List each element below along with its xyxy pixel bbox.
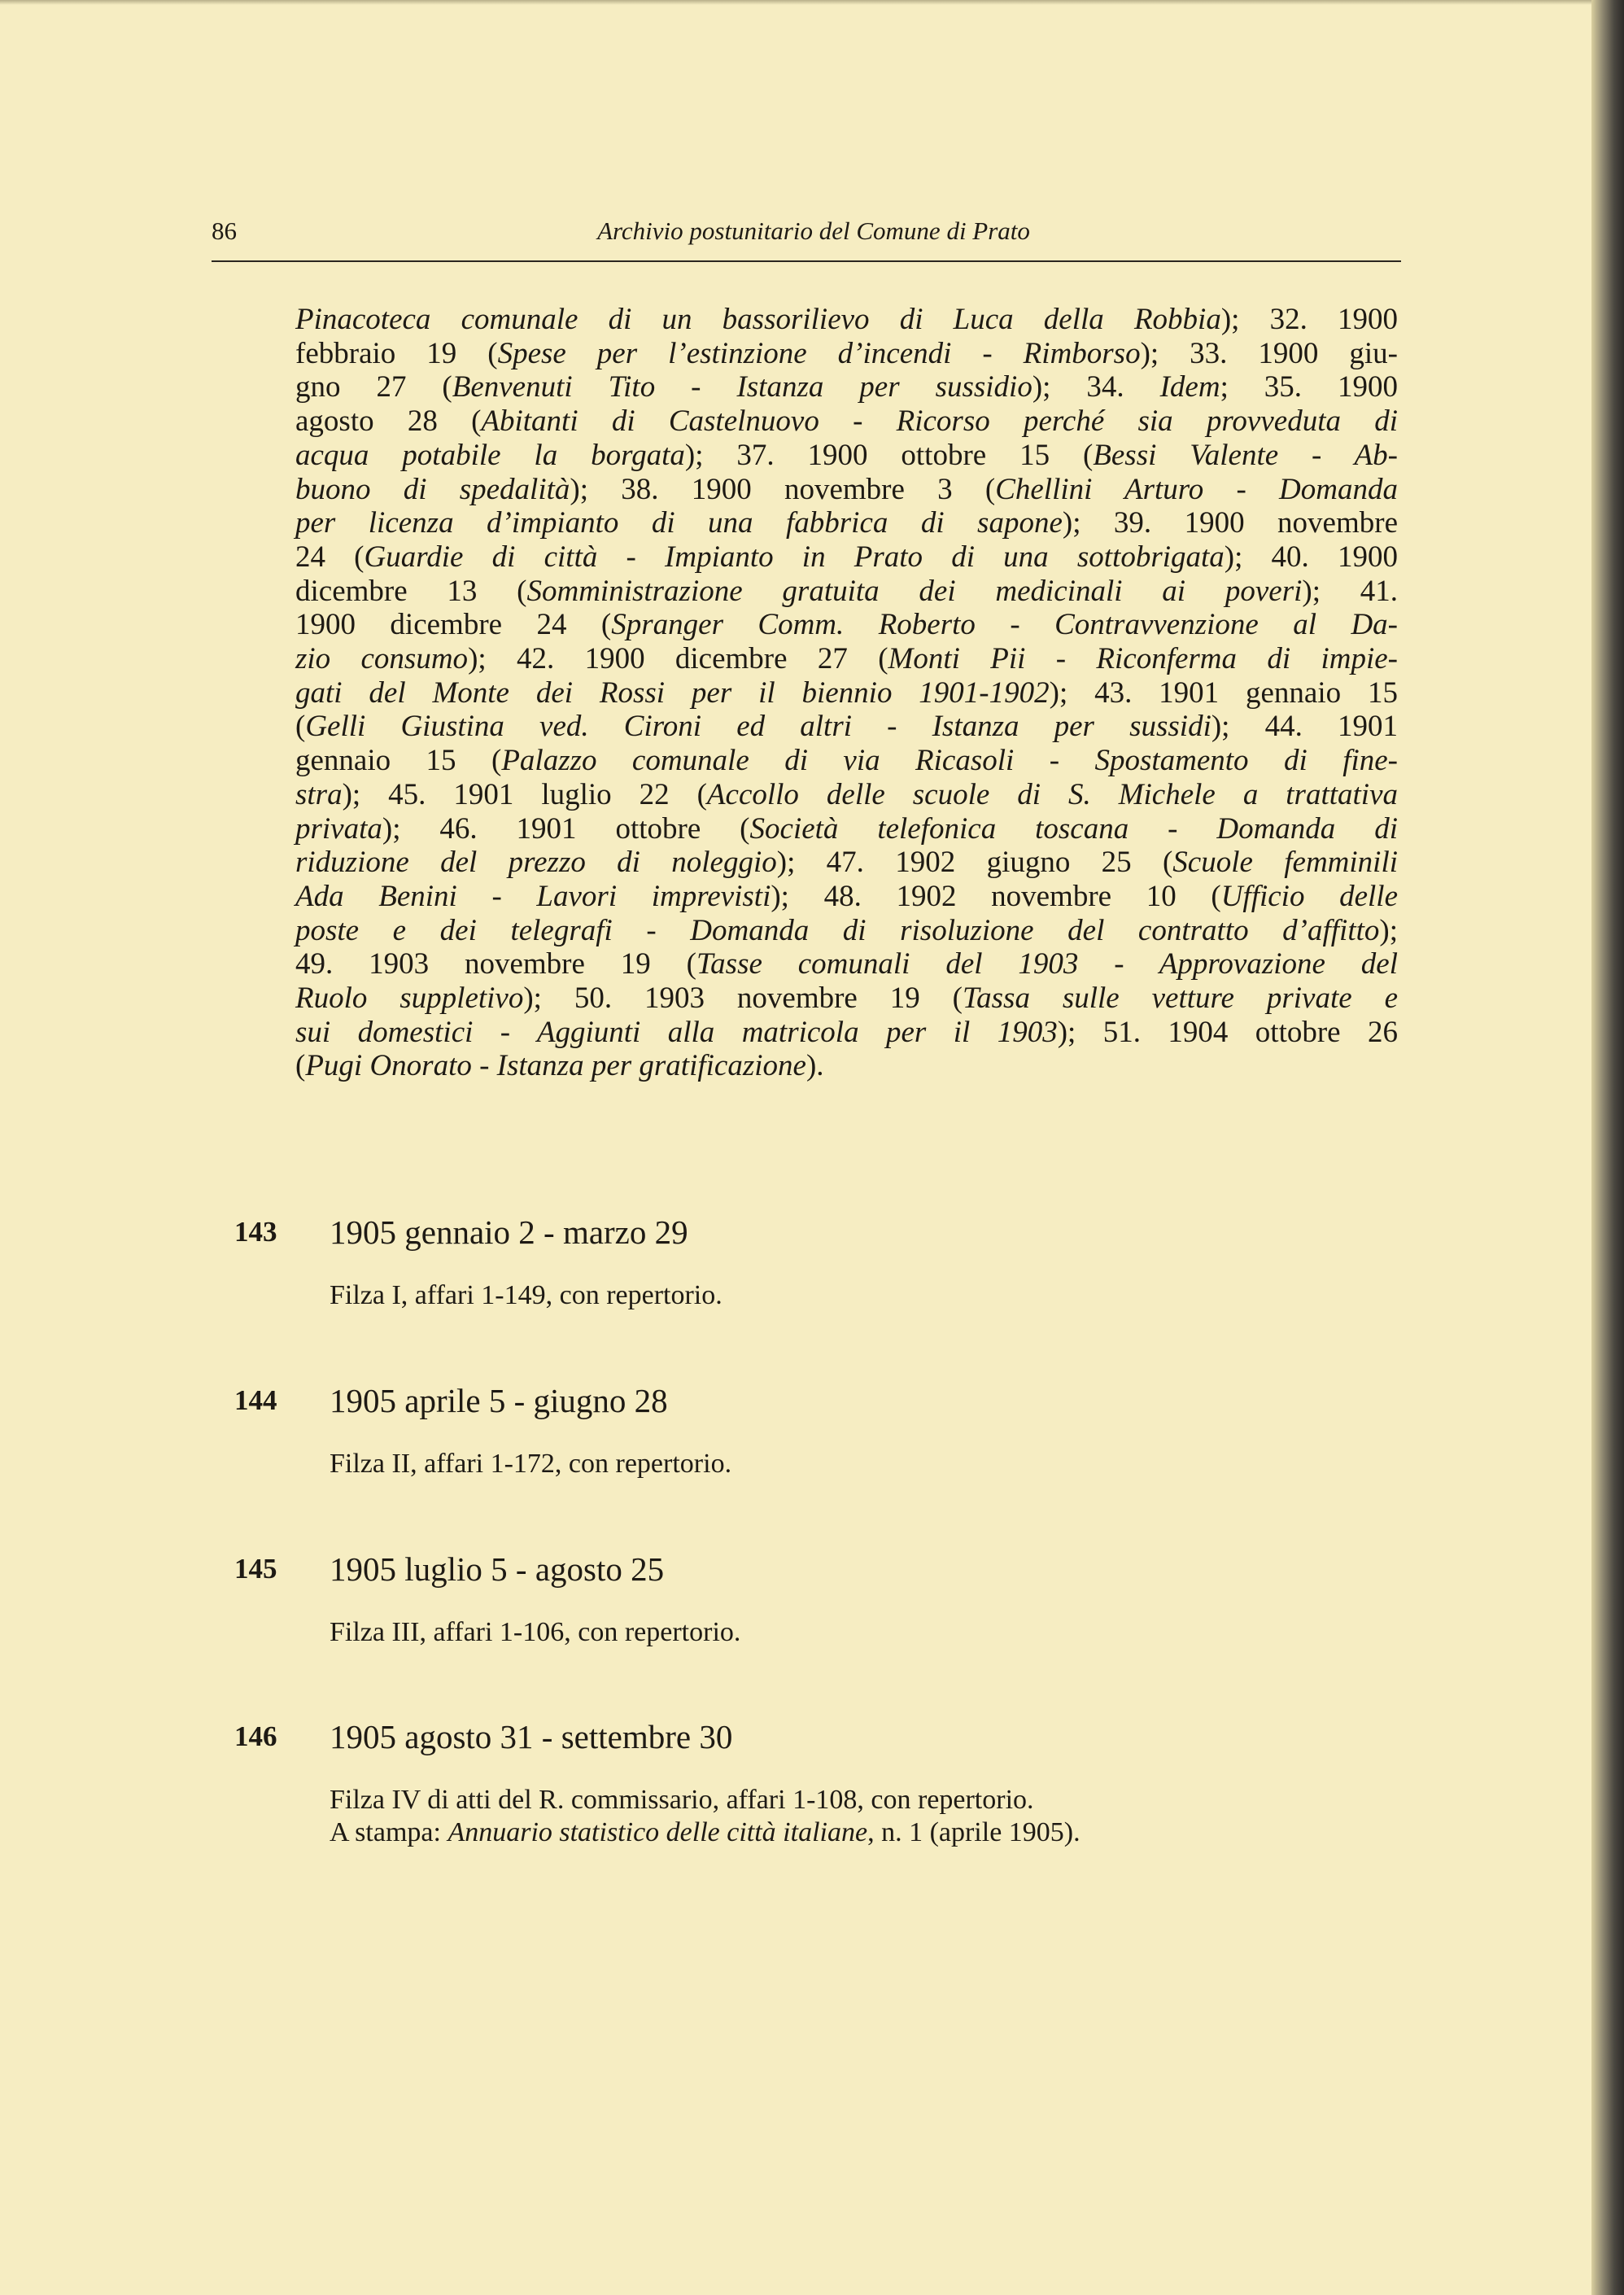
italic-title-segment: privata	[295, 811, 382, 846]
text-segment: 24 (	[295, 540, 365, 574]
book-spine-shadow	[1591, 0, 1624, 2295]
paragraph-line	[295, 303, 1398, 337]
italic-title-segment: Spranger Comm. Roberto - Contravvenzione al Da-	[611, 608, 1398, 642]
running-title: Archivio postunitario del Comune di Prato	[597, 216, 1030, 245]
header-rule	[212, 260, 1401, 262]
text-segment: ); 42. 1900 dicembre 27 (	[468, 642, 888, 676]
entry-date: 1905 luglio 5 - agosto 25	[330, 1550, 665, 1588]
entry-print-note	[330, 1814, 1080, 1851]
text-segment: );	[1379, 913, 1398, 947]
italic-title-segment: Tassa sulle vetture private e	[962, 981, 1398, 1016]
italic-title-segment: Ufficio delle	[1220, 879, 1398, 913]
italic-title-segment: Pinacoteca comunale di un bassorilievo di Luca della Robbia	[295, 303, 1221, 336]
entry-description: Filza I, affari 1-149, con repertorio.	[330, 1280, 723, 1310]
paragraph-line	[295, 1049, 1398, 1083]
text-segment: ); 51. 1904 ottobre 26	[1057, 1015, 1399, 1049]
italic-title-segment: Spese per l’estinzione d’incendi - Rimborso	[497, 336, 1141, 370]
italic-title-segment: Benvenuti Tito - Istanza per sussidio	[452, 370, 1032, 404]
paragraph-line	[295, 337, 1398, 371]
paragraph-line	[295, 676, 1398, 710]
paragraph-line	[295, 506, 1398, 540]
paragraph-line	[295, 710, 1398, 744]
text-segment: ).	[805, 1049, 824, 1083]
page-number: 86	[212, 216, 237, 245]
text-segment: ); 45. 1901 luglio 22 (	[342, 777, 707, 811]
text-segment: (	[295, 1049, 306, 1083]
text-segment: (	[295, 710, 306, 744]
italic-title-segment: Bessi Valente - Ab-	[1093, 438, 1398, 472]
text-segment: ); 39. 1900 novembre	[1062, 506, 1398, 540]
entry-date: 1905 aprile 5 - giugno 28	[330, 1382, 668, 1419]
italic-title-segment: stra	[295, 777, 343, 811]
italic-title-segment: Tasse comunali del 1903 - Approvazione del	[696, 947, 1398, 981]
note-suffix: , n. 1 (aprile 1905).	[867, 1817, 1080, 1847]
paragraph-line	[295, 439, 1398, 473]
paragraph-line	[295, 608, 1398, 642]
continued-paragraph	[295, 303, 1398, 1083]
text-segment: ); 47. 1902 giugno 25 (	[776, 846, 1173, 880]
italic-title-segment: Gelli Giustina ved. Cironi ed altri - Istanza per sussidi	[305, 710, 1211, 744]
italic-title-segment: gati del Monte dei Rossi per il biennio 1901-1902	[295, 675, 1050, 710]
italic-title-segment: zio consumo	[295, 642, 469, 676]
italic-title-segment: Scuole femminili	[1172, 846, 1398, 880]
paragraph-line	[295, 846, 1398, 880]
entry-description: Filza III, affari 1-106, con repertorio.	[330, 1617, 741, 1647]
paragraph-line	[295, 981, 1398, 1016]
italic-title-segment: Guardie di città - Impianto in Prato di una sottobrigata	[364, 540, 1225, 574]
text-segment: ); 44. 1901	[1211, 710, 1398, 744]
paragraph-line	[295, 370, 1398, 404]
italic-title-segment: Ruolo suppletivo	[295, 981, 524, 1016]
text-segment: 49. 1903 novembre 19 (	[295, 947, 696, 981]
text-segment: ); 33. 1900 giu-	[1140, 336, 1399, 370]
italic-title-segment: Palazzo comunale di via Ricasoli - Spostamento di fine-	[501, 744, 1398, 778]
text-segment: ); 38. 1900 novembre 3 (	[570, 472, 996, 506]
paragraph-line	[295, 642, 1398, 676]
italic-title-segment: Somministrazione gratuita dei medicinali ai poveri	[526, 574, 1303, 608]
italic-title-segment: Monti Pii - Riconferma di impie-	[888, 642, 1398, 676]
italic-title-segment: Chellini Arturo - Domanda	[995, 472, 1398, 506]
paragraph-line	[295, 914, 1398, 948]
paragraph-line	[295, 744, 1398, 778]
entry-date: 1905 agosto 31 - settembre 30	[330, 1718, 733, 1755]
italic-title-segment: Ada Benini - Lavori imprevisti	[295, 879, 771, 913]
italic-title-segment: Abitanti di Castelnuovo - Ricorso perché sia provveduta di	[481, 404, 1398, 439]
paragraph-line	[295, 473, 1398, 507]
entry-number: 143	[234, 1216, 277, 1248]
note-title: Annuario statistico delle città italiane	[447, 1817, 868, 1847]
entry-date: 1905 gennaio 2 - marzo 29	[330, 1213, 688, 1251]
text-segment: gennaio 15 (	[295, 744, 502, 778]
entry-number: 146	[234, 1720, 277, 1752]
page-top-edge	[0, 0, 1624, 5]
text-segment: dicembre 13 (	[295, 574, 527, 608]
text-segment: ); 43. 1901 gennaio 15	[1049, 675, 1398, 710]
paragraph-line	[295, 812, 1398, 846]
entry-description-line: Filza IV di atti del R. commissario, affari 1-108, con repertorio.	[330, 1785, 1034, 1815]
italic-title-segment: Pugi Onorato - Istanza per gratificazione	[305, 1049, 806, 1083]
paragraph-line	[295, 778, 1398, 812]
italic-title-segment: riduzione del prezzo di noleggio	[295, 846, 777, 880]
italic-title-segment: Società telefonica toscana - Domanda di	[749, 811, 1398, 846]
paragraph-line	[295, 947, 1398, 981]
italic-title-segment: Idem	[1159, 370, 1220, 404]
text-segment: ); 50. 1903 novembre 19 (	[523, 981, 963, 1016]
entry-description: Filza II, affari 1-172, con repertorio.	[330, 1449, 732, 1479]
paragraph-line	[295, 880, 1398, 914]
text-segment: febbraio 19 (	[295, 336, 498, 370]
entry-number: 145	[234, 1553, 277, 1585]
italic-title-segment: sui domestici - Aggiunti alla matricola per il 1903	[295, 1015, 1058, 1049]
italic-title-segment: poste e dei telegrafi - Domanda di risoluzione del contratto d’affitto	[295, 913, 1380, 947]
paragraph-line	[295, 1016, 1398, 1050]
text-segment: gno 27 (	[295, 370, 452, 404]
text-segment: ); 48. 1902 novembre 10 (	[771, 879, 1221, 913]
text-segment: ); 41.	[1302, 574, 1398, 608]
text-segment: ; 35. 1900	[1220, 370, 1398, 404]
text-segment: ); 46. 1901 ottobre (	[382, 811, 750, 846]
text-segment: agosto 28 (	[295, 404, 482, 439]
paragraph-line	[295, 540, 1398, 575]
entry-number: 144	[234, 1384, 277, 1416]
text-segment: ); 37. 1900 ottobre 15 (	[684, 438, 1094, 472]
entry-description	[330, 1781, 1080, 1851]
italic-title-segment: Accollo delle scuole di S. Michele a trattativa	[706, 777, 1398, 811]
italic-title-segment: acqua potabile la borgata	[295, 438, 685, 472]
italic-title-segment: buono di spedalità	[295, 472, 570, 506]
text-segment: ); 40. 1900	[1224, 540, 1398, 574]
text-segment: ); 34.	[1032, 370, 1160, 404]
text-segment: 1900 dicembre 24 (	[295, 608, 612, 642]
italic-title-segment: per licenza d’impianto di una fabbrica di sapone	[295, 506, 1063, 540]
paragraph-line	[295, 575, 1398, 609]
paragraph-line	[295, 404, 1398, 439]
note-prefix: A stampa:	[330, 1817, 448, 1847]
text-segment: ); 32. 1900	[1220, 303, 1398, 336]
